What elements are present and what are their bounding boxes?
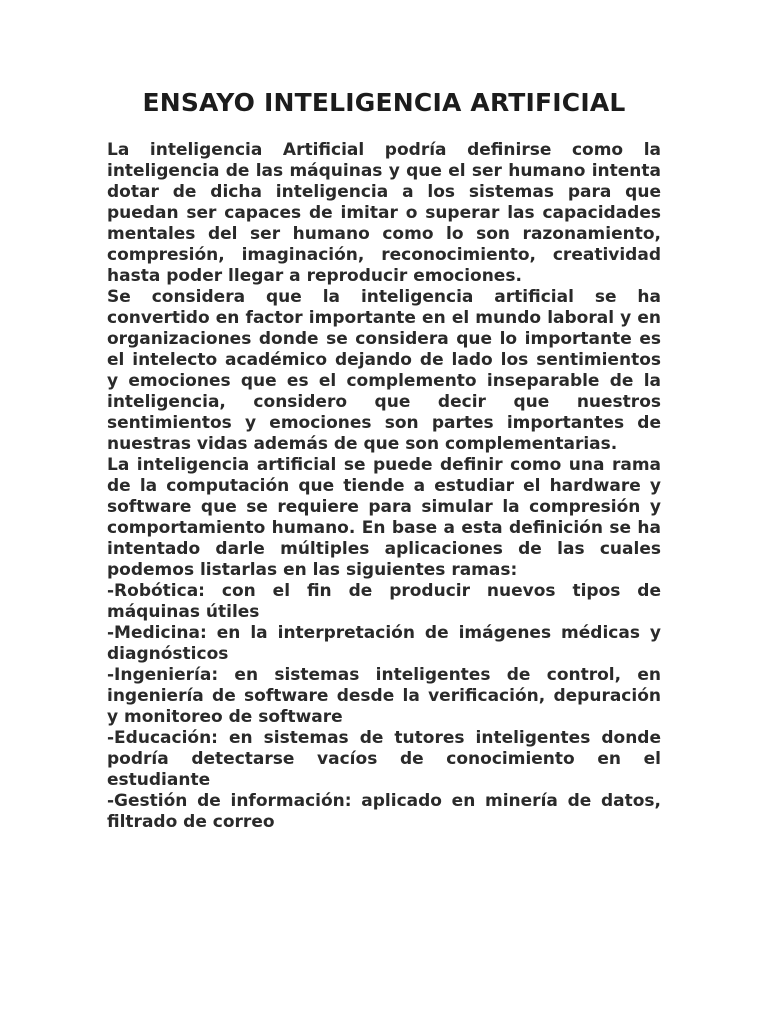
- paragraph-work-context: Se considera que la inteligencia artificial se ha convertido en factor importante en el mundo laboral y en organizaciones donde se considera que lo importante es el intelecto académico dejando de lado los sentimientos y emociones que es el complemento inseparable de la inteligencia, considero que decir que nuestros sentimientos y emociones son partes importantes de nuestras vidas además de que son complementarias.: [107, 287, 661, 454]
- paragraph-definition: La inteligencia artificial se puede definir como una rama de la computación que tiende a estudiar el hardware y software que se requiere para simular la compresión y comportamiento humano. En base a esta definición se ha intentado darle múltiples aplicaciones de las cuales podemos listarlas en las siguientes ramas:: [107, 455, 661, 580]
- paragraph-intro: La inteligencia Artificial podría definirse como la inteligencia de las máquinas y que el ser humano intenta dotar de dicha inteligencia a los sistemas para que puedan ser capaces de imitar o superar las capacidades mentales del ser humano como lo son razonamiento, compresión, imaginación, reconocimiento, creatividad hasta poder llegar a reproducir emociones.: [107, 140, 661, 286]
- document-body: [107, 140, 661, 833]
- list-item-engineering: -Ingeniería: en sistemas inteligentes de control, en ingeniería de software desde la verificación, depuración y monitoreo de software: [107, 665, 661, 727]
- list-item-information-management: -Gestión de información: aplicado en minería de datos, filtrado de correo: [107, 791, 661, 832]
- list-item-education: -Educación: en sistemas de tutores inteligentes donde podría detectarse vacíos de conocimiento en el estudiante: [107, 728, 661, 790]
- document-title: ENSAYO INTELIGENCIA ARTIFICIAL: [142, 88, 626, 117]
- list-item-medicine: -Medicina: en la interpretación de imágenes médicas y diagnósticos: [107, 623, 661, 664]
- list-item-robotics: -Robótica: con el fin de producir nuevos tipos de máquinas útiles: [107, 581, 661, 622]
